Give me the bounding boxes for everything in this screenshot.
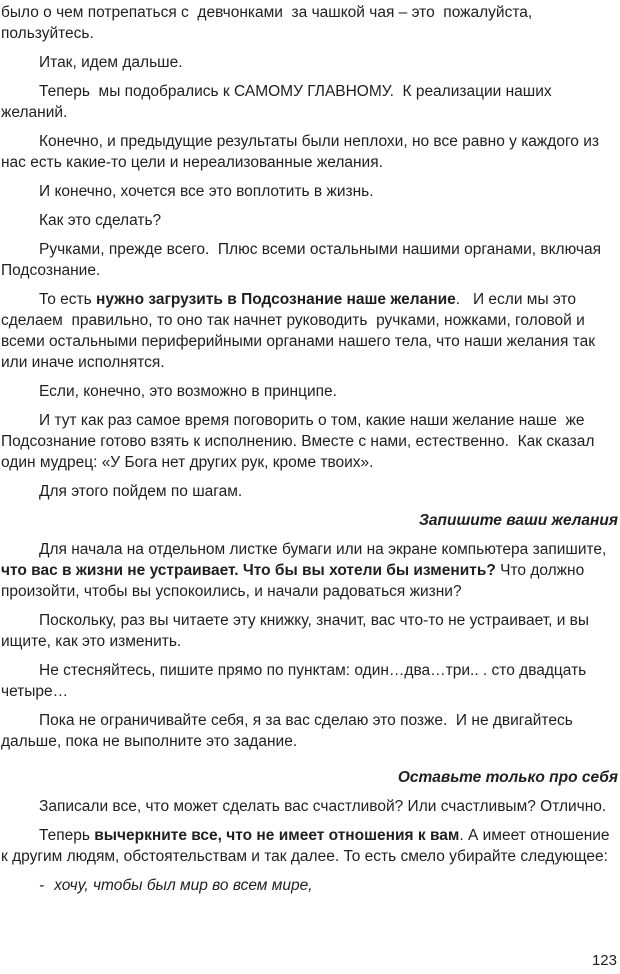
section-heading-keep-only-self: Оставьте только про себя (397, 769, 618, 786)
list-item-text: хочу, чтобы был мир во всем мире, (54, 877, 313, 894)
paragraph (1, 539, 618, 602)
paragraph: И конечно, хочется все это воплотить в жизнь. (39, 183, 374, 200)
paragraph: Ручками, прежде всего. Плюс всеми остальными нашими органами, включая Подсознание. (1, 241, 606, 279)
section-heading-write-wishes: Запишите ваши желания (418, 512, 618, 529)
paragraph: Записали все, что может сделать вас счастливой? Или счастливым? Отлично. (39, 798, 607, 815)
paragraph: Итак, идем дальше. (39, 54, 183, 71)
bold-text-run: вычеркните все, что не имеет отношения к вам (94, 827, 460, 844)
paragraph (1, 825, 618, 867)
text-run: Что должно произойти, чтобы вы успокоились, и начали радоваться жизни? (1, 562, 589, 600)
bold-text-run: нужно загрузить в Подсознание наше желание (96, 291, 456, 308)
text-run: . А имеет отношение к другим людям, обстоятельствам и так далее. То есть смело убирайте следующее: (1, 827, 614, 865)
paragraph: Если, конечно, это возможно в принципе. (39, 383, 337, 400)
list-item (39, 875, 618, 896)
text-run: То есть (39, 291, 97, 308)
paragraph (1, 289, 618, 373)
page-number: 123 (591, 952, 617, 969)
paragraph: Теперь мы подобрались к САМОМУ ГЛАВНОМУ. К реализации наших желаний. (1, 83, 556, 121)
bold-text-run: что вас в жизни не устраивает. Что бы вы хотели бы изменить? (1, 562, 496, 579)
text-run: Теперь (39, 827, 95, 844)
paragraph: Как это сделать? (39, 212, 162, 229)
paragraph: И тут как раз самое время поговорить о том, какие наши желание наше же Подсознание готово взять к исполнению. Вместе с нами, естественно. Как сказал один мудрец: «У Бога нет других рук, кроме твоих». (1, 412, 599, 471)
paragraph: Не стесняйтесь, пишите прямо по пунктам: один…два…три.. . сто двадцать четыре… (1, 662, 591, 700)
paragraph: Конечно, и предыдущие результаты были неплохи, но все равно у каждого из нас есть какие-то цели и нереализованные желания. (1, 133, 604, 171)
text-run: . И если мы это сделаем правильно, то оно так начнет руководить ручками, ножками, головой и всеми остальными периферийными органами нашего тела, что наши желания так или иначе исполнятся. (1, 291, 600, 371)
text-run: Для начала на отдельном листке бумаги или на экране компьютера запишите, (39, 541, 611, 558)
paragraph-continued: было о чем потрепаться с девчонками за чашкой чая – это пожалуйста, пользуйтесь. (1, 4, 537, 42)
paragraph: Поскольку, раз вы читаете эту книжку, значит, вас что-то не устраивает, и вы ищите, как это изменить. (1, 612, 594, 650)
paragraph: Пока не ограничивайте себя, я за вас сделаю это позже. И не двигайтесь дальше, пока не выполните это задание. (1, 712, 578, 750)
paragraph: Для этого пойдем по шагам. (39, 483, 243, 500)
list-dash: - (39, 877, 45, 894)
